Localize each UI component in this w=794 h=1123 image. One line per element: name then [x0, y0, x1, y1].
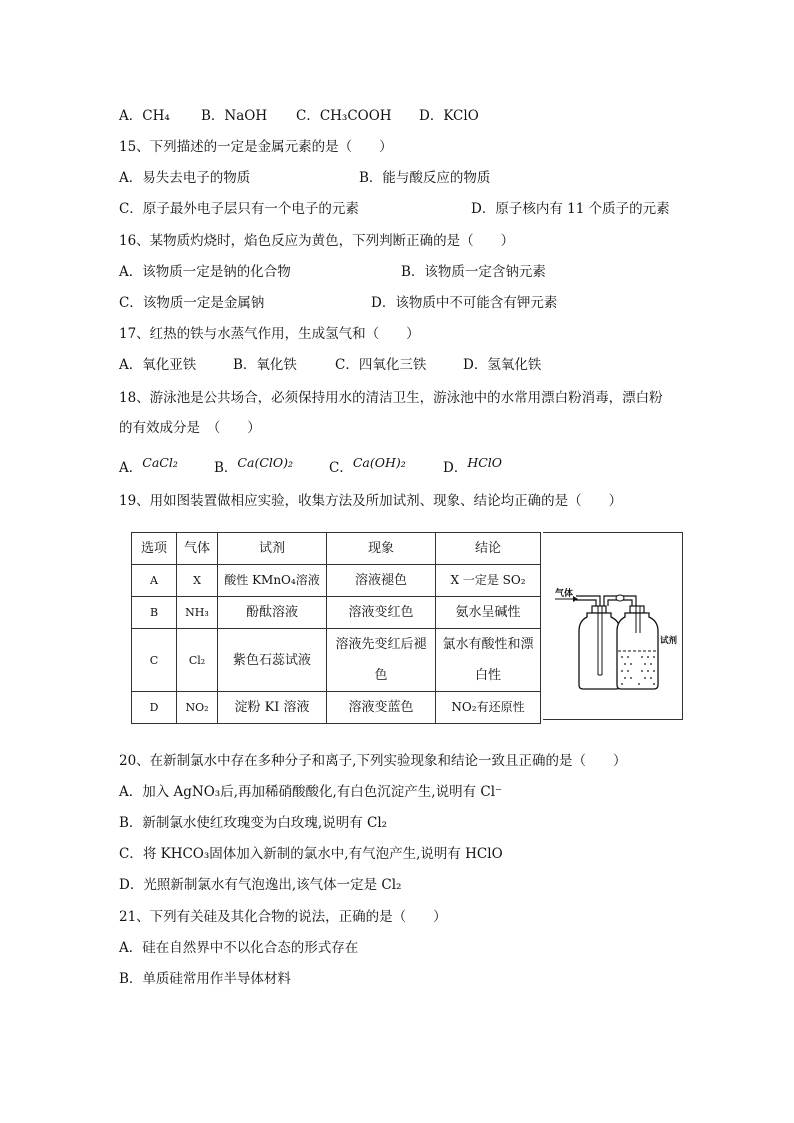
q20-stem: 20、在新制氯水中存在多种分子和离子,下列实验现象和结论一致且正确的是（ ） — [119, 753, 627, 769]
header-option: 选项 — [132, 533, 177, 565]
q21-option-a: A．硅在自然界中不以化合态的形式存在 — [119, 940, 359, 956]
collection-bottle — [579, 606, 620, 689]
cell-conclusion: NO₂有还原性 — [436, 692, 541, 724]
q17-stem: 17、红热的铁与水蒸气作用，生成氢气和（ ） — [119, 326, 420, 342]
cell-phenomenon: 溶液褪色 — [327, 565, 436, 597]
q16-option-c: C．该物质一定是金属钠 — [119, 295, 265, 311]
q15-option-d: D．原子核内有 11 个质子的元素 — [471, 201, 670, 217]
q18-option-a-formula: CaCl₂ — [142, 455, 178, 470]
q14-option-b: B．NaOH — [201, 108, 268, 124]
header-reagent: 试剂 — [218, 533, 327, 565]
cell-option: A — [132, 565, 177, 597]
cell-phenomenon: 溶液变蓝色 — [327, 692, 436, 724]
cell-gas: NO₂ — [177, 692, 218, 724]
q15-stem: 15、下列描述的一定是金属元素的是（ ） — [119, 139, 393, 155]
gas-bottles-diagram — [543, 533, 683, 721]
q18-option-d-label: D． — [443, 460, 468, 476]
q14-option-d: D．KClO — [419, 108, 479, 124]
cell-option: C — [132, 629, 177, 692]
q15-option-a: A．易失去电子的物质 — [119, 170, 251, 186]
cell-conclusion: X 一定是 SO₂ — [436, 565, 541, 597]
q18-option-c — [329, 456, 406, 476]
cell-phenomenon: 溶液变红色 — [327, 597, 436, 629]
q18-option-a-label: A． — [119, 460, 143, 476]
q17-option-b: B．氧化铁 — [233, 357, 297, 373]
cell-reagent: 酸性 KMnO₄溶液 — [218, 565, 327, 597]
header-conclusion: 结论 — [436, 533, 541, 565]
q15-option-c: C．原子最外电子层只有一个电子的元素 — [119, 201, 359, 217]
q21-stem: 21、下列有关硅及其化合物的说法，正确的是（ ） — [119, 909, 447, 925]
reagent-label: 试剂 — [660, 636, 678, 646]
cell-conclusion: 氨水呈碱性 — [436, 597, 541, 629]
q18-option-d — [443, 456, 502, 476]
q16-option-d: D．该物质中不可能含有钾元素 — [371, 295, 558, 311]
q16-stem: 16、某物质灼烧时，焰色反应为黄色，下列判断正确的是（ ） — [119, 233, 515, 249]
q17-option-c: C．四氧化三铁 — [335, 357, 427, 373]
table-row — [132, 565, 541, 597]
cell-option: D — [132, 692, 177, 724]
q18-option-c-formula: Ca(OH)₂ — [352, 455, 406, 470]
cell-reagent: 紫色石蕊试液 — [218, 629, 327, 692]
cell-gas: X — [177, 565, 218, 597]
q18-stem-line1: 18、游泳池是公共场合，必须保持用水的清洁卫生，游泳池中的水常用漂白粉消毒，漂白粉 — [119, 390, 663, 406]
table-row — [132, 597, 541, 629]
q18-option-a — [119, 456, 178, 476]
q19-stem: 19、用如图装置做相应实验，收集方法及所加试剂、现象、结论均正确的是（ ） — [119, 493, 623, 509]
reagent-bottle — [617, 606, 658, 689]
q18-stem-line2: 的有效成分是 （ ） — [119, 420, 261, 436]
cell-reagent: 酚酞溶液 — [218, 597, 327, 629]
header-gas: 气体 — [177, 533, 218, 565]
cell-gas: NH₃ — [177, 597, 218, 629]
q20-option-a: A．加入 AgNO₃后,再加稀硝酸酸化,有白色沉淀产生,说明有 Cl⁻ — [119, 784, 503, 800]
q17-option-a: A．氧化亚铁 — [119, 357, 197, 373]
cell-conclusion: 氯水有酸性和漂白性 — [436, 629, 541, 692]
q16-option-b: B．该物质一定含钠元素 — [401, 264, 546, 280]
header-phenomenon: 现象 — [327, 533, 436, 565]
q14-option-a: A．CH₄ — [119, 108, 170, 124]
q18-option-b — [214, 456, 293, 476]
apparatus-figure — [543, 532, 683, 720]
q15-option-b: B．能与酸反应的物质 — [359, 170, 491, 186]
q18-option-b-label: B． — [214, 460, 238, 476]
q20-option-c: C．将 KHCO₃固体加入新制的氯水中,有气泡产生,说明有 HClO — [119, 846, 503, 862]
table-row — [132, 629, 541, 692]
cell-phenomenon: 溶液先变红后褪色 — [327, 629, 436, 692]
q18-option-c-label: C． — [329, 460, 353, 476]
q19-table — [131, 532, 541, 724]
q20-option-d: D．光照新制氯水有气泡逸出,该气体一定是 Cl₂ — [119, 877, 402, 893]
arrow-head-icon — [573, 596, 578, 602]
gas-label: 气体 — [555, 589, 574, 599]
q18-option-b-formula: Ca(ClO)₂ — [237, 455, 294, 470]
table-header-row — [132, 533, 541, 565]
cell-option: B — [132, 597, 177, 629]
q21-option-b: B．单质硅常用作半导体材料 — [119, 971, 291, 987]
q14-option-c: C．CH₃COOH — [296, 108, 392, 124]
cell-reagent: 淀粉 KI 溶液 — [218, 692, 327, 724]
q18-option-d-formula: HClO — [467, 455, 503, 470]
q20-option-b: B．新制氯水使红玫瑰变为白玫瑰,说明有 Cl₂ — [119, 815, 388, 831]
q16-option-a: A．该物质一定是钠的化合物 — [119, 264, 291, 280]
q17-option-d: D．氢氧化铁 — [463, 357, 542, 373]
table-row — [132, 692, 541, 724]
cell-gas: Cl₂ — [177, 629, 218, 692]
